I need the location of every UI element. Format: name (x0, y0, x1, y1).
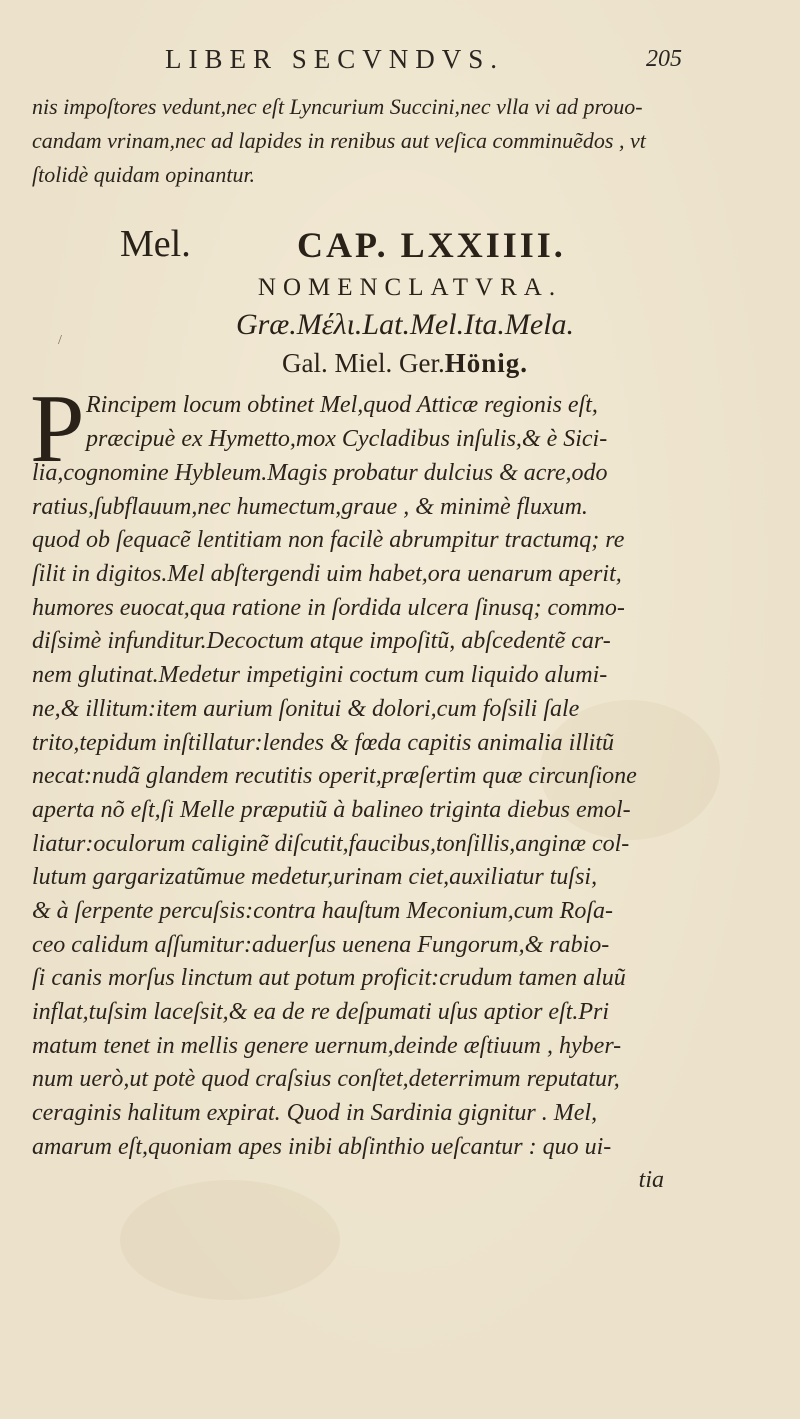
text-line: humores euocat,qua ratione in ſordida ulcera ſinusq; commo- (32, 594, 625, 621)
text-line: præcipuè ex Hymetto,mox Cycladibus inſulis,& è Sici- (86, 425, 608, 452)
text-line: nem glutinat.Medetur impetigini coctum cum liquido alumi- (32, 662, 608, 689)
margin-mark: / (58, 333, 62, 348)
text-line: ne,& illitum:item aurium ſonitui & dolori,cum foſsili ſale (32, 695, 580, 722)
text-line: necat:nudã glandem recutitis operit,præſertim quæ circunſione (32, 763, 637, 790)
text-line: liatur:oculorum caliginẽ diſcutit,faucibus,tonſillis,anginæ col- (32, 830, 630, 857)
running-head (0, 44, 800, 84)
text-line: matum tenet in mellis genere uernum,deinde æſtiuum , hyber- (32, 1032, 622, 1059)
text-line: ratius,ſubflauum,nec humectum,graue , & minimè fluxum. (32, 493, 588, 520)
text-line: amarum eſt,quoniam apes inibi abſinthio ueſcantur : quo ui- (32, 1133, 612, 1160)
text-line: aperta nõ eſt,ſi Melle præputiũ à balineo triginta diebus emol- (32, 796, 631, 823)
nomenclatura-heading: NOMENCLATVRA. (257, 274, 563, 301)
chapter-heading (120, 222, 680, 272)
names-french-german (0, 348, 800, 379)
body-paragraph (32, 457, 692, 1198)
text-line: inflat,tuſsim laceſsit,& ea de re deſpumati uſus aptior eſt.Pri (32, 999, 610, 1025)
chapter-title: CAP. LXXIIII. (297, 225, 566, 265)
intro-paragraph (32, 90, 692, 192)
text-line: ſi canis morſus linctum aut potum proficit:crudum tamen aluũ (32, 965, 626, 992)
text-line: num uerò,ut potè quod craſsius conſtet,deterrimum reputatur, (32, 1066, 620, 1093)
text-line: ceo calidum aſſumitur:aduerſus uenena Fungorum,& rabio- (32, 931, 610, 958)
text-line: trito,tepidum inſtillatur:lendes & fœda capitis animalia illitũ (32, 729, 614, 756)
text-line: Rincipem locum obtinet Mel,quod Atticæ regionis eſt, (86, 392, 598, 418)
names-french-lead: Gal. Miel. Ger. (282, 348, 445, 378)
text-line: nis impoſtores vedunt,nec eſt Lyncurium Succini,nec vlla vi ad prouo- (32, 94, 643, 119)
text-line: quod ob ſequacẽ lentitiam non facilè abrumpitur tractumq; re (32, 527, 625, 554)
names-greek-latin-italian: Græ.Μέλι.Lat.Mel.Ita.Mela. (235, 308, 575, 341)
page-number: 205 (646, 46, 682, 72)
text-line: lia,cognomine Hybleum.Magis probatur dulcius & acre,odo (32, 460, 608, 486)
chapter-subject: Mel. (120, 223, 191, 265)
text-line: ceraginis halitum expirat. Quod in Sardinia gignitur . Mel, (32, 1100, 598, 1127)
text-line: candam vrinam,nec ad lapides in renibus aut veſica comminuẽdos , vt (32, 128, 646, 153)
running-title: LIBER SECVNDVS. (165, 44, 505, 74)
catchword: tia (638, 1167, 664, 1194)
first-lines (86, 389, 686, 456)
text-line: lutum gargarizatũmue medetur,urinam ciet,auxiliatur tuſsi, (32, 864, 598, 891)
text-line: diſsimè infunditur.Decoctum atque impoſitũ, abſcedentẽ car- (32, 628, 611, 655)
text-line: & à ſerpente percuſsis:contra hauſtum Meconium,cum Roſa- (32, 897, 613, 924)
names-german-word: Hönig. (444, 348, 528, 378)
text-line: ſtolidè quidam opinantur. (32, 162, 256, 187)
drop-cap: P (30, 375, 85, 483)
text-line: ſilit in digitos.Mel abſtergendi uim habet,ora uenarum aperit, (32, 561, 622, 588)
